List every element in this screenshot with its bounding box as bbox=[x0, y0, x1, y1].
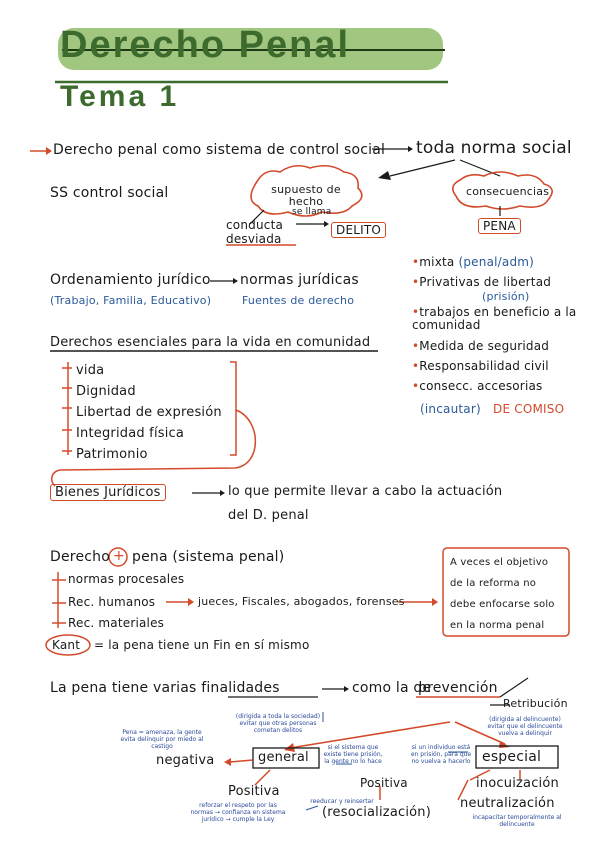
pena-sistema: pena (sistema penal) bbox=[132, 549, 285, 565]
bienes-text-1: lo que permite llevar a cabo la actuación bbox=[228, 484, 503, 499]
control-social-line: Derecho penal como sistema de control social bbox=[53, 142, 386, 158]
list-item: •Responsabilidad civil bbox=[412, 359, 549, 373]
list-item: Integridad física bbox=[76, 426, 185, 441]
prevencion: prevención bbox=[418, 680, 498, 696]
note-negativa: Pena = amenaza, la gente evita delinquir por miedo al castigo bbox=[120, 729, 204, 750]
supuesto-de-hecho: supuesto de hecho bbox=[271, 183, 341, 208]
normas-juridicas: normas jurídicas bbox=[240, 272, 359, 288]
derechos-list bbox=[76, 360, 222, 465]
desviada: desviada bbox=[226, 232, 282, 246]
conducta: conducta bbox=[226, 218, 284, 232]
consecuencias: consecuencias bbox=[466, 185, 550, 198]
list-item: •consecc. accesorias bbox=[412, 379, 543, 393]
note-general: (dirigida a toda la sociedad) evitar que otras personas cometan delitos bbox=[235, 713, 321, 734]
list-item: Patrimonio bbox=[76, 447, 148, 462]
fuentes-derecho: Fuentes de derecho bbox=[242, 294, 355, 307]
como-la-de: como la de bbox=[352, 680, 432, 696]
note-positiva-general: reforzar el respeto por las normas → confianza en sistema jurídico → cumple la Ley bbox=[190, 802, 286, 823]
note-general-right: si el sistema que existe tiene prisión, la gente no lo hace bbox=[323, 744, 383, 765]
page-title: Derecho Penal bbox=[60, 24, 350, 66]
note-especial-left: si un individuo está en prisión, para que no vuelva a hacerlo bbox=[410, 744, 472, 765]
page-subtitle: Tema 1 bbox=[60, 80, 180, 113]
note-especial: (dirigida al delincuente) evitar que el delincuente vuelva a delinquir bbox=[487, 716, 563, 737]
resocializacion: (resocialización) bbox=[322, 805, 432, 820]
inocuizacion: inocuización bbox=[476, 776, 559, 791]
list-item: •trabajos en beneficio a la comunidad bbox=[412, 305, 577, 332]
plus-sign: + bbox=[113, 548, 125, 564]
kant-text: = la pena tiene un Fin en sí mismo bbox=[94, 638, 310, 652]
negativa-label: negativa bbox=[156, 753, 215, 768]
sistema-item-1: normas procesales bbox=[68, 572, 185, 586]
positiva-general: Positiva bbox=[228, 784, 280, 799]
sistema-item-2: Rec. humanos bbox=[68, 595, 156, 609]
ordenamiento: Ordenamiento jurídico bbox=[50, 272, 211, 288]
retribucion: Retribución bbox=[503, 697, 568, 710]
pena-box: PENA bbox=[478, 218, 521, 234]
note-positiva-especial: reeducar y reinsertar bbox=[310, 798, 374, 805]
list-item: •mixta (penal/adm) bbox=[412, 255, 535, 269]
neutralizacion: neutralización bbox=[460, 796, 555, 811]
ss-control-social: SS control social bbox=[50, 185, 169, 201]
delito-box: DELITO bbox=[331, 222, 386, 238]
especial-label: especial bbox=[482, 749, 542, 765]
finalidades-line: La pena tiene varias finalidades bbox=[50, 680, 280, 696]
penas-list bbox=[412, 252, 582, 396]
list-item: Libertad de expresión bbox=[76, 405, 222, 420]
general-label: general bbox=[258, 750, 309, 765]
positiva-especial: Positiva bbox=[360, 776, 408, 790]
sistema-item-3: Rec. materiales bbox=[68, 616, 165, 630]
incautar: (incautar) bbox=[420, 402, 481, 416]
list-item: vida bbox=[76, 363, 105, 378]
list-item: •Privativas de libertad bbox=[412, 275, 552, 289]
toda-norma-social: toda norma social bbox=[416, 138, 572, 158]
kant: Kant bbox=[52, 638, 81, 652]
derecho-word: Derecho bbox=[50, 549, 110, 565]
decomiso: DE COMISO bbox=[493, 402, 565, 416]
list-item-extra: (prisión) bbox=[482, 290, 530, 303]
ordenamiento-sub: (Trabajo, Familia, Educativo) bbox=[50, 294, 212, 307]
note-inocuizacion: incapacitar temporalmente al delincuente bbox=[472, 814, 562, 828]
bienes-text-2: del D. penal bbox=[228, 508, 309, 523]
bienes-juridicos-box: Bienes Jurídicos bbox=[50, 484, 166, 501]
list-item: •Medida de seguridad bbox=[412, 339, 550, 353]
reforma-box: A veces el objetivo de la reforma no debe enfocarse solo en la norma penal bbox=[450, 557, 555, 631]
derechos-title: Derechos esenciales para la vida en comunidad bbox=[50, 335, 371, 350]
list-item: Dignidad bbox=[76, 384, 136, 399]
humanos-right: jueces, Fiscales, abogados, forenses bbox=[198, 595, 405, 608]
se-llama: se llama bbox=[292, 207, 332, 217]
